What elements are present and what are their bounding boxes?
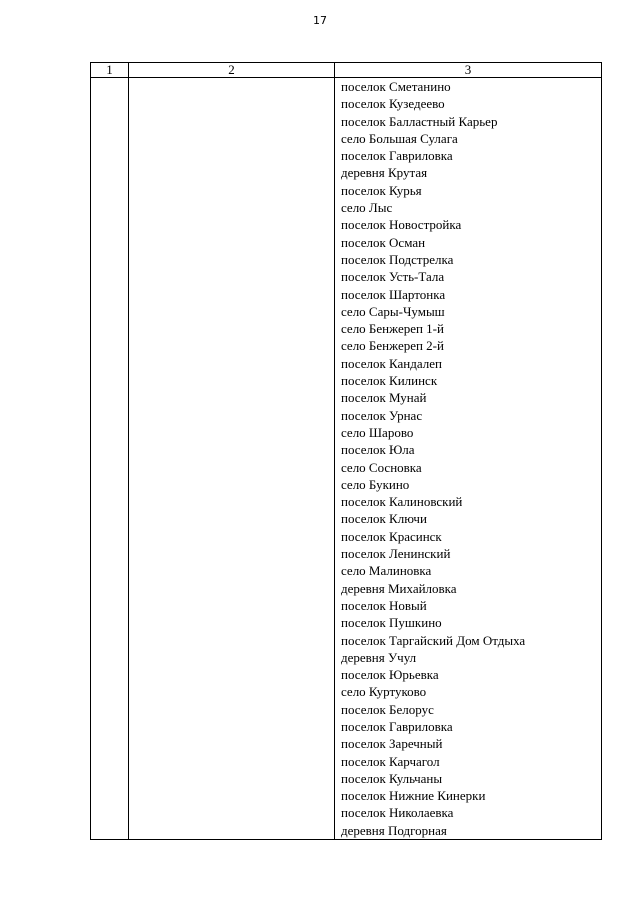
settlement-list-item: поселок Осман [341,234,426,250]
settlement-list-item: село Бенжереп 1-й [341,321,444,337]
page-number: 17 [313,14,327,27]
column-header-3: 3 [335,63,602,78]
settlement-list-item: поселок Нижние Кинерки [341,788,486,804]
settlement-list-item: поселок Гавриловка [341,148,453,164]
settlement-list-item: село Сары-Чумыш [341,303,445,319]
settlement-list-item: поселок Гавриловка [341,718,453,734]
settlement-list-item: поселок Кузедеево [341,96,445,112]
cell-col-1 [91,78,129,840]
cell-col-3 [335,78,602,840]
settlement-list-item: деревня Подгорная [341,822,447,838]
settlements-table [90,62,602,840]
settlement-list-item: поселок Новый [341,597,427,613]
settlement-list-item: село Шарово [341,424,414,440]
settlement-list-item: деревня Крутая [341,165,428,181]
cell-col-2 [129,78,335,840]
table-header-row [91,63,602,78]
settlement-list-item: поселок Новостройка [341,217,462,233]
settlement-list-item: поселок Белорус [341,701,434,717]
settlement-list-item: поселок Усть-Тала [341,269,445,285]
table-row [91,78,602,840]
settlement-list-item: поселок Заречный [341,736,443,752]
settlement-list-item: поселок Карчагол [341,753,440,769]
settlement-list-item: село Куртуково [341,684,427,700]
column-header-2: 2 [129,63,335,78]
settlement-list-item: поселок Юрьевка [341,667,439,683]
settlement-list-item: поселок Калиновский [341,494,463,510]
settlement-list-item: поселок Балластный Карьер [341,113,498,129]
settlement-list-item: поселок Кандалеп [341,355,442,371]
settlement-list-item: село Сосновка [341,459,422,475]
settlement-list-item: село Малиновка [341,563,432,579]
settlement-list-item: поселок Урнас [341,407,423,423]
settlement-list-item: поселок Ключи [341,511,427,527]
settlement-list-item: поселок Подстрелка [341,251,454,267]
settlement-list-item: село Лыс [341,200,393,216]
settlement-list-item: поселок Курья [341,182,422,198]
settlement-list-item: поселок Мунай [341,390,427,406]
settlement-list-item: деревня Михайловка [341,580,457,596]
settlement-list-item: поселок Таргайский Дом Отдыха [341,632,526,648]
settlement-list-item: поселок Шартонка [341,286,446,302]
settlement-list-item: поселок Ленинский [341,546,451,562]
settlement-list-item: поселок Сметанино [341,79,451,94]
settlement-list-item: поселок Пушкино [341,615,442,631]
settlement-list [341,78,601,839]
settlement-list-item: село Большая Сулага [341,130,458,146]
settlement-list-item: поселок Николаевка [341,805,454,821]
settlement-list-item: поселок Кульчаны [341,770,443,786]
settlement-list-item: поселок Юла [341,442,415,458]
settlement-list-item: деревня Учул [341,649,417,665]
settlement-list-item: поселок Килинск [341,373,438,389]
settlement-list-item: поселок Красинск [341,528,442,544]
settlement-list-item: село Бенжереп 2-й [341,338,444,354]
column-header-1: 1 [91,63,129,78]
settlement-list-item: село Букино [341,476,410,492]
